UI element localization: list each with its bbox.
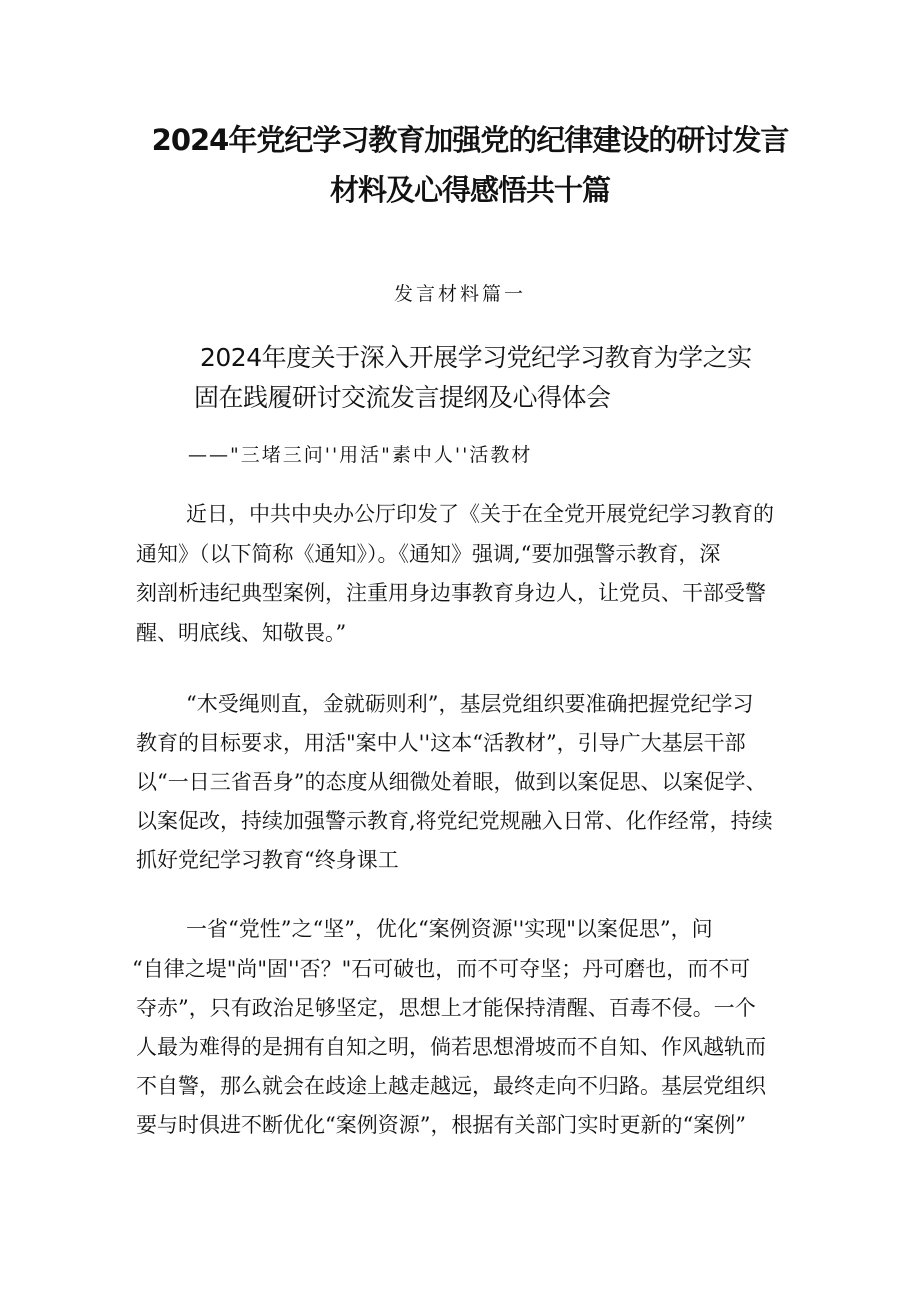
body-line: 通知》（以下简称《通知》）。《通知》强调,“要加强警示教育，深 (136, 542, 721, 566)
body-line: 近日，中共中央办公厅印发了《关于在全党开展党纪学习教育的 (186, 502, 774, 526)
document-title-line-2: 材料及心得感悟共十篇 (329, 173, 610, 207)
subtitle-line-2: 固在践履研讨交流发言提纲及心得体会 (194, 383, 611, 412)
body-line: 刻剖析违纪典型案例，注重用身边事教育身边人，让党员、干部受警 (136, 581, 766, 605)
body-line: 以案促改，持续加强警示教育,将党纪党规融入日常、化作经常，持续 (136, 809, 773, 833)
body-line: “自律之堤"尚"固''否？"石可破也，而不可夺坚；丹可磨也，而不可 (132, 957, 751, 981)
subtitle-note: ——"三堵三问''用活"素中人''活教材 (188, 444, 533, 466)
body-line: 夺赤”，只有政治足够坚定，思想上才能保持清醒、百毒不侵。一个 (136, 996, 756, 1020)
section-label: 发言材料篇一 (393, 283, 526, 305)
body-line: 人最为难得的是拥有自知之明，倘若思想滑坡而不自知、作风越轨而 (136, 1035, 766, 1059)
body-line: 教育的目标要求，用活"案中人''这本“活教材”，引导广大基层干部 (136, 731, 746, 755)
document-title-line-1: 2024年党纪学习教育加强党的纪律建设的研讨发言 (151, 123, 789, 157)
body-line: 以“一日三省吾身”的态度从细微处着眼，做到以案促思、以案促学、 (136, 770, 767, 794)
body-line: 一省“党性”之“坚”，优化“案例资源''实现"以案促思”，问 (186, 917, 713, 941)
body-line: 要与时俱进不断优化“案例资源”，根据有关部门实时更新的“案例” (136, 1113, 746, 1137)
body-line: 不自警，那么就会在歧途上越走越远，最终走向不归路。基层党组织 (136, 1074, 766, 1098)
body-line: 抓好党纪学习教育“终身课工 (136, 848, 399, 872)
body-line: 醒、明底线、知敬畏。” (136, 621, 347, 645)
subtitle-line-1: 2024年度关于深入开展学习党纪学习教育为学之实 (200, 343, 752, 372)
body-line: “木受绳则直，金就砺则利”，基层党组织要准确把握党纪学习 (186, 692, 754, 716)
